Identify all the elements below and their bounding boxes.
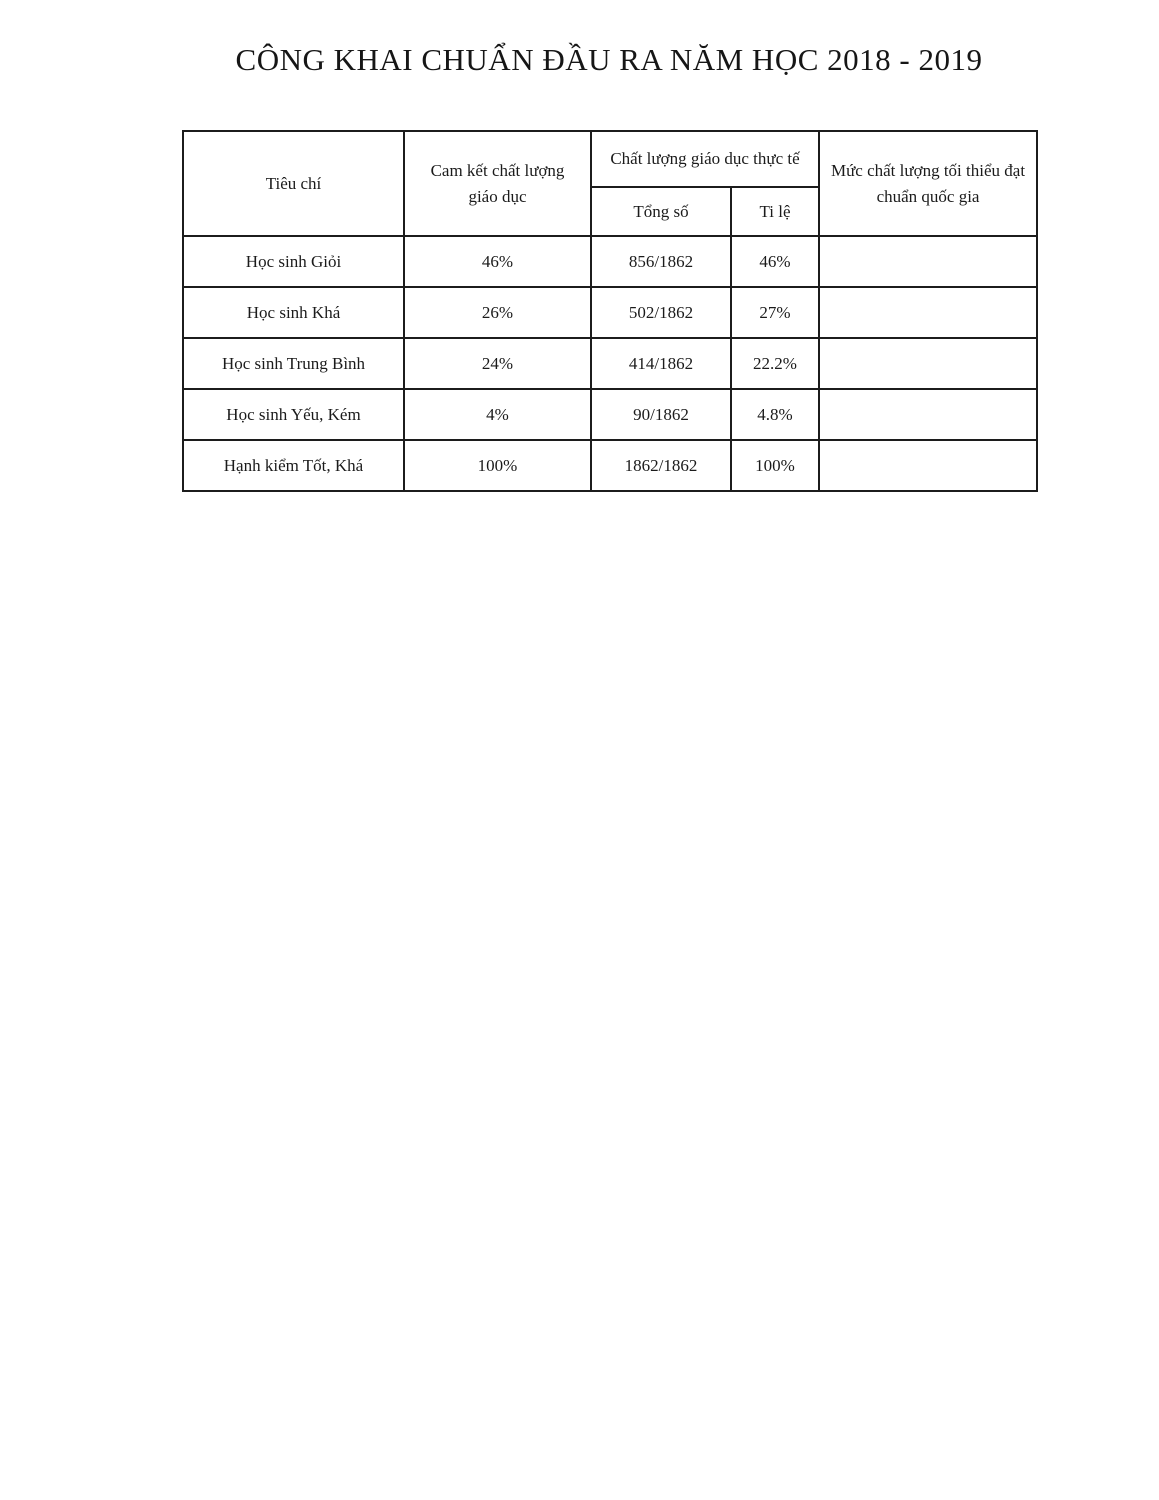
- cell-total: 856/1862: [591, 236, 731, 287]
- cell-ratio: 100%: [731, 440, 819, 491]
- cell-total: 502/1862: [591, 287, 731, 338]
- cell-commitment: 24%: [404, 338, 591, 389]
- cell-commitment: 4%: [404, 389, 591, 440]
- table-row: [183, 236, 1037, 287]
- cell-criteria: Học sinh Trung Bình: [183, 338, 404, 389]
- page-title: CÔNG KHAI CHUẨN ĐẦU RA NĂM HỌC 2018 - 2019: [235, 42, 983, 77]
- cell-commitment: 46%: [404, 236, 591, 287]
- header-row-top: [183, 131, 1037, 187]
- cell-commitment: 26%: [404, 287, 591, 338]
- cell-criteria: Hạnh kiểm Tốt, Khá: [183, 440, 404, 491]
- column-header-total: Tổng số: [591, 187, 731, 236]
- table-row: [183, 287, 1037, 338]
- cell-ratio: 27%: [731, 287, 819, 338]
- cell-commitment: 100%: [404, 440, 591, 491]
- table-row: [183, 440, 1037, 491]
- cell-min-standard: [819, 287, 1037, 338]
- cell-min-standard: [819, 338, 1037, 389]
- cell-total: 414/1862: [591, 338, 731, 389]
- column-header-ratio: Ti lệ: [731, 187, 819, 236]
- cell-min-standard: [819, 236, 1037, 287]
- cell-criteria: Học sinh Yếu, Kém: [183, 389, 404, 440]
- cell-min-standard: [819, 440, 1037, 491]
- cell-min-standard: [819, 389, 1037, 440]
- table-row: [183, 338, 1037, 389]
- column-header-min-standard: Mức chất lượng tối thiểu đạt chuẩn quốc gia: [819, 131, 1037, 236]
- quality-report-table: [182, 130, 1038, 492]
- cell-ratio: 22.2%: [731, 338, 819, 389]
- column-header-actual-quality: Chất lượng giáo dục thực tế: [591, 131, 819, 187]
- cell-total: 1862/1862: [591, 440, 731, 491]
- table-row: [183, 389, 1037, 440]
- cell-ratio: 4.8%: [731, 389, 819, 440]
- cell-ratio: 46%: [731, 236, 819, 287]
- column-header-commitment: Cam kết chất lượng giáo dục: [404, 131, 591, 236]
- column-header-criteria: Tiêu chí: [183, 131, 404, 236]
- cell-criteria: Học sinh Khá: [183, 287, 404, 338]
- cell-criteria: Học sinh Giỏi: [183, 236, 404, 287]
- cell-total: 90/1862: [591, 389, 731, 440]
